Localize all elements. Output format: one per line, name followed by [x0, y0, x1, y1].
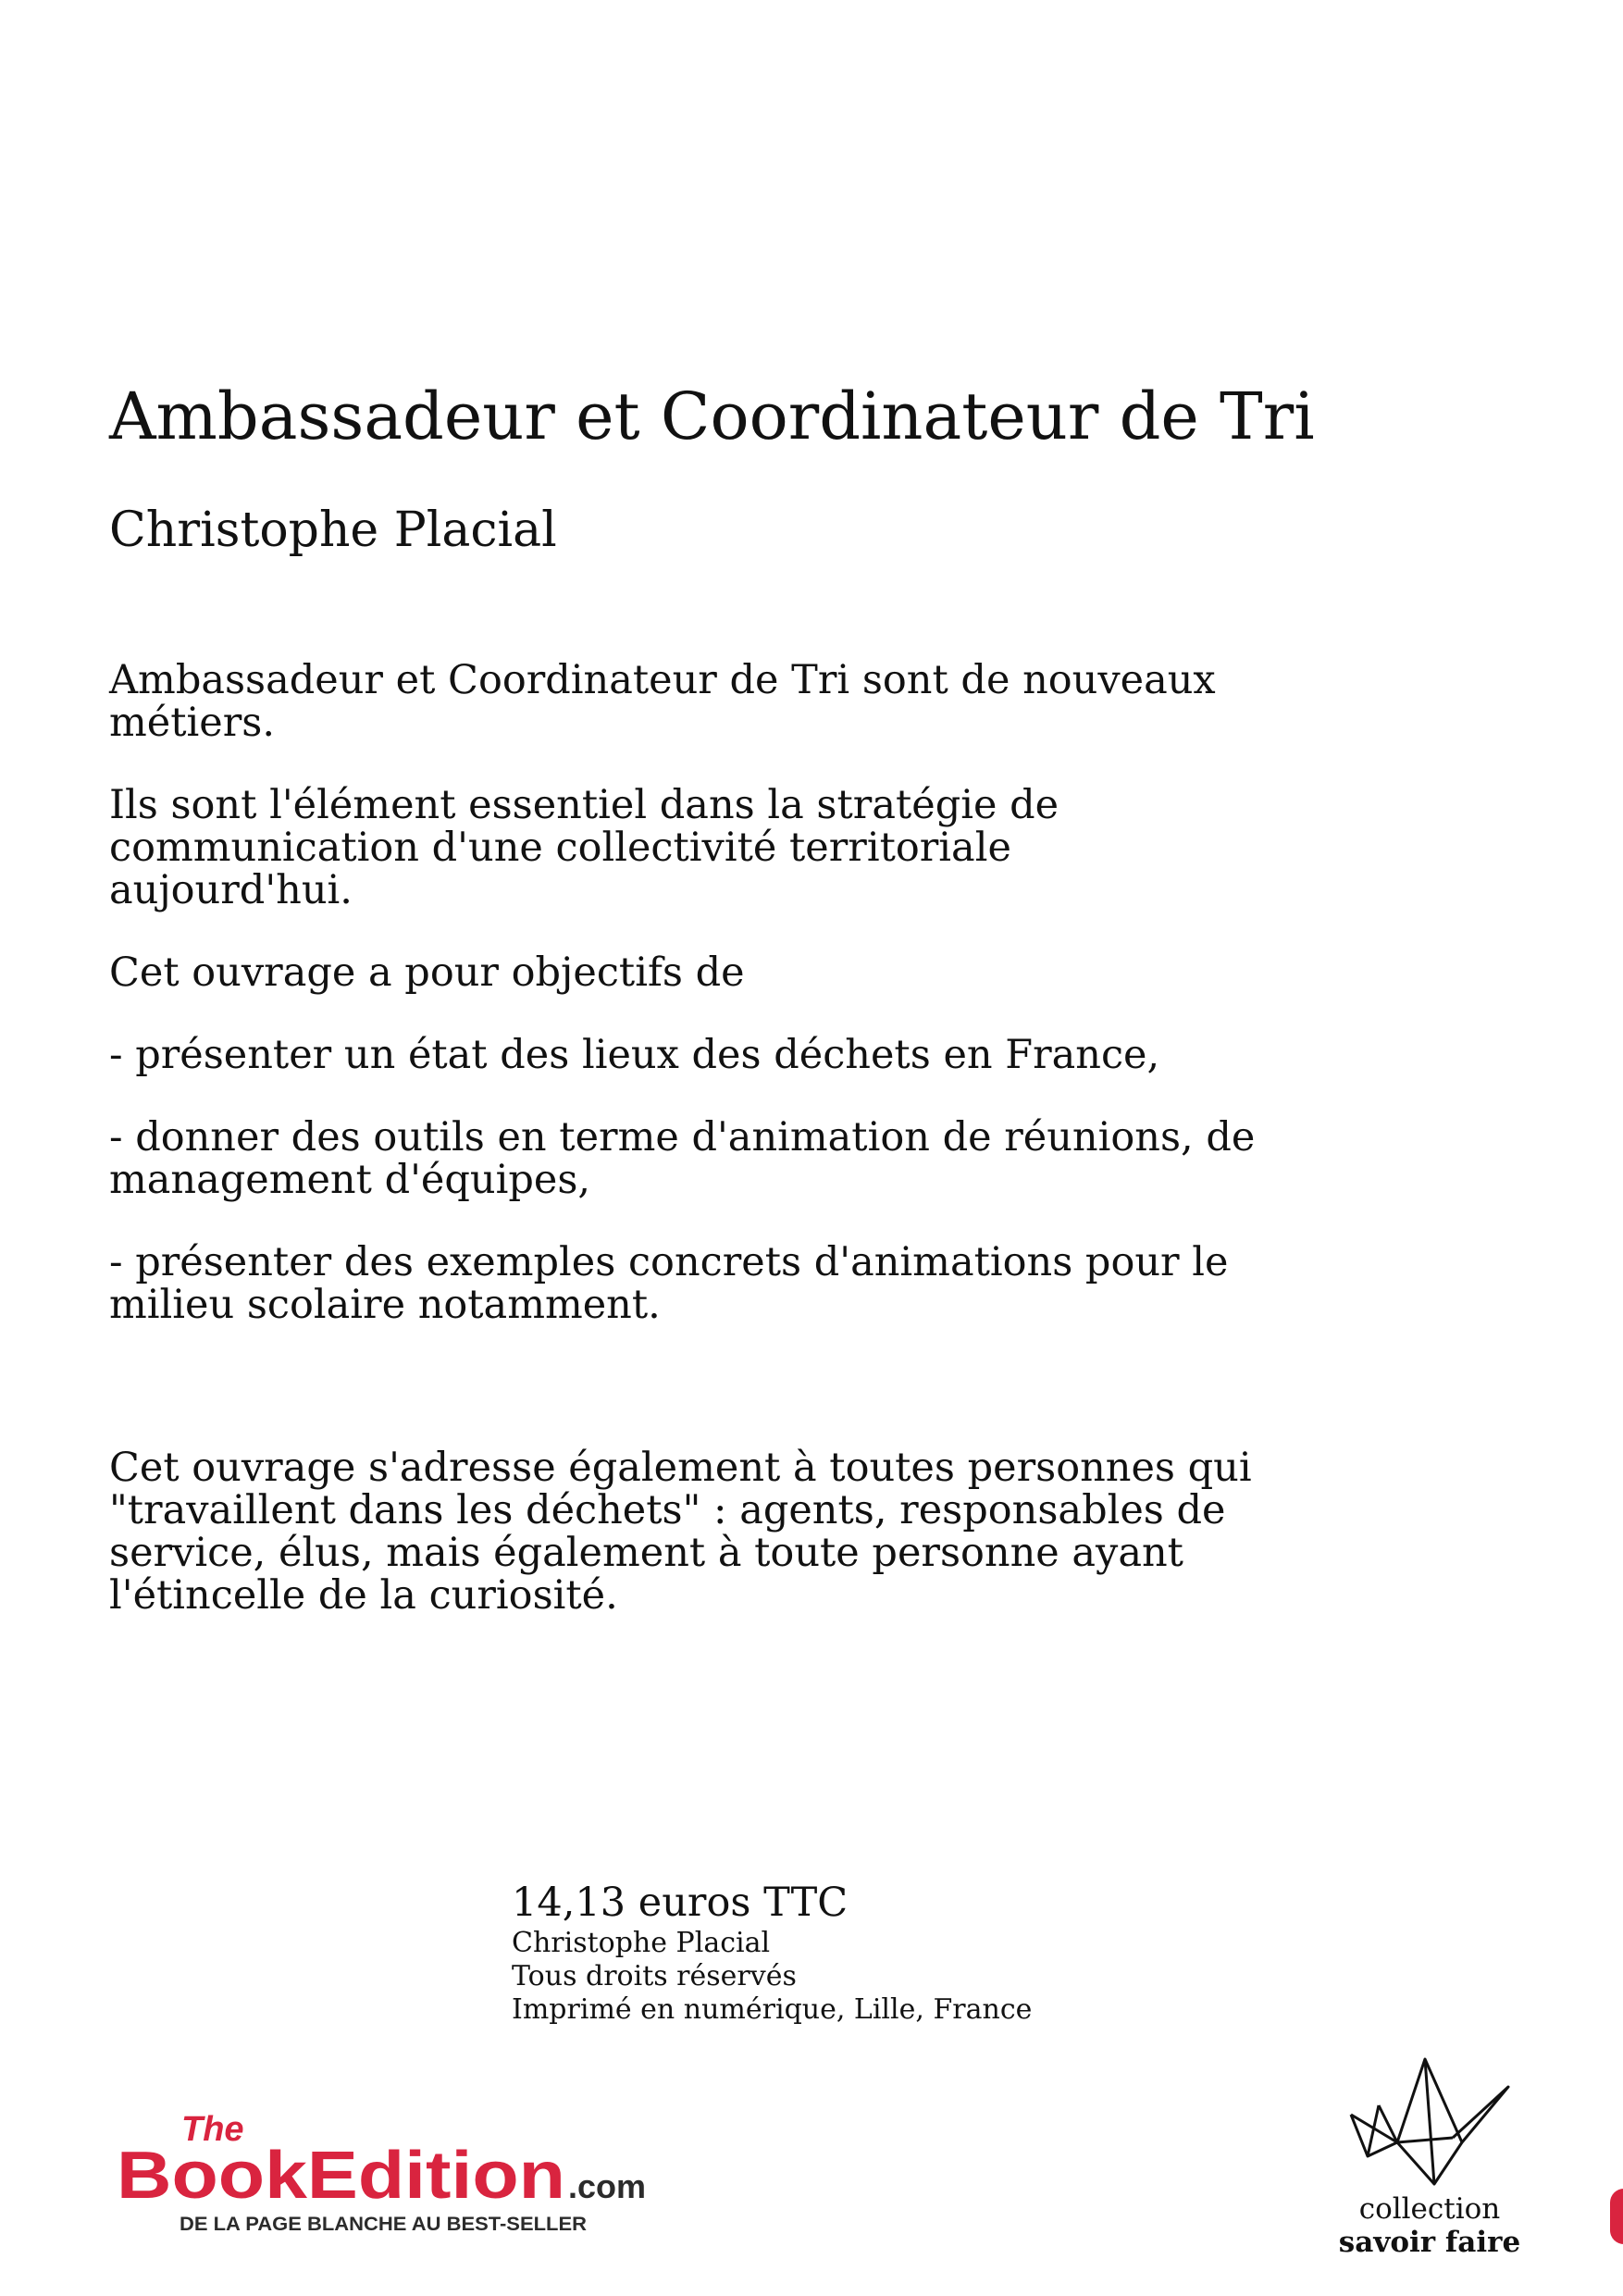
logo-tagline: DE LA PAGE BLANCHE AU BEST-SELLER: [180, 2214, 587, 2235]
collection-name: savoir faire: [1338, 2226, 1521, 2259]
edge-marker: [1610, 2189, 1623, 2244]
paragraph: - présenter des exemples concrets d'animations pour le milieu scolaire notamment.: [109, 1239, 1229, 1328]
collection-mark: [1323, 2050, 1536, 2272]
imprint-block: [512, 1879, 1032, 2027]
collection-label: collection: [1358, 2192, 1501, 2226]
origami-crane-icon: [1323, 2050, 1536, 2189]
logo-domain: .com: [568, 2167, 647, 2205]
book-title: Ambassadeur et Coordinateur de Tri: [109, 379, 1315, 454]
price: 14,13 euros TTC: [512, 1880, 849, 1926]
paragraph: Cet ouvrage a pour objectifs de: [109, 949, 745, 996]
paragraph: - donner des outils en terme d'animation de réunions, de management d'équipes,: [109, 1114, 1256, 1203]
paragraph: Ambassadeur et Coordinateur de Tri sont de nouveaux métiers.: [109, 657, 1216, 746]
back-cover-text: [109, 659, 1266, 1657]
publisher-logo: [117, 2105, 653, 2235]
paragraph: - présenter un état des lieux des déchets en France,: [109, 1032, 1160, 1078]
bookedition-logo-icon: [117, 2105, 653, 2235]
imprint-rights: Tous droits réservés: [512, 1960, 797, 1992]
paragraph: Cet ouvrage s'adresse également à toutes personnes qui "travaillent dans les déchets" : agents, responsables de service, élus, mais également à toute personne ayant l'étincelle de la curiosité.: [109, 1445, 1252, 1619]
imprint-printed: Imprimé en numérique, Lille, France: [512, 1993, 1033, 2026]
book-author: Christophe Placial: [109, 503, 557, 558]
logo-the: The: [181, 2110, 244, 2149]
logo-brand: BookEdition: [117, 2139, 565, 2213]
paragraph: Ils sont l'élément essentiel dans la stratégie de communication d'une collectivité territoriale aujourd'hui.: [109, 782, 1059, 913]
imprint-author: Christophe Placial: [512, 1927, 771, 1959]
